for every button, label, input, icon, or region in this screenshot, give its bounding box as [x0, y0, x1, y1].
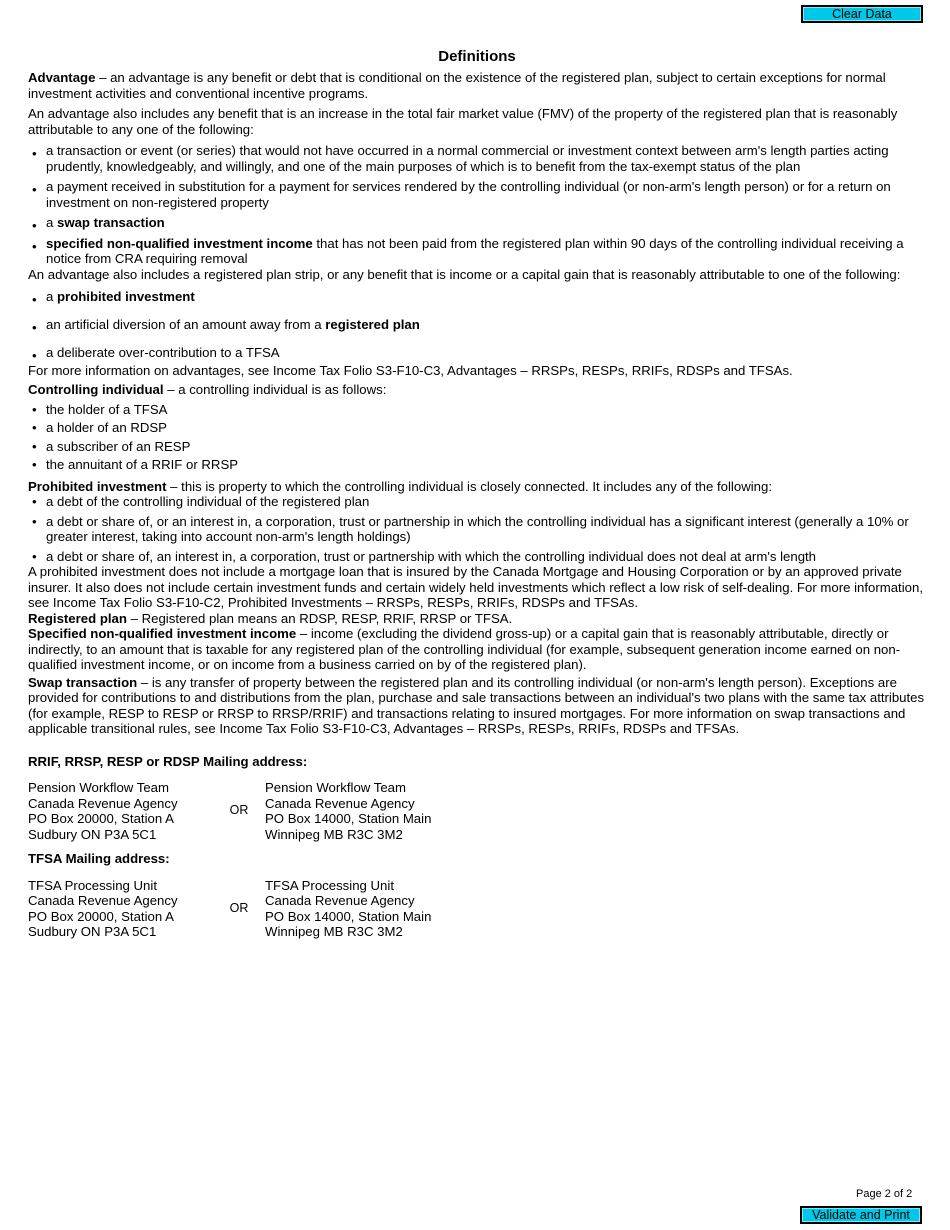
clear-data-button[interactable]: Clear Data	[801, 5, 923, 23]
list-item: • the holder of a TFSA	[28, 402, 926, 418]
advantage-more-info: For more information on advantages, see Income Tax Folio S3-F10-C3, Advantages – RRSPs, RESPs, RRIFs, RDSPs and TFSAs.	[28, 362, 793, 378]
specified-income-definition: Specified non-qualified investment income – income (excluding the dividend gross-up) or a capital gain that is reasonably attributable, directly or indirectly, to an amount that is taxable for any registered plan of the controlling individual (for example, subsequent generation income earned on non-qualified investment income, or on income from a business carried on by of the registered plan).	[28, 626, 901, 672]
list-item: • a swap transaction	[28, 215, 926, 231]
prohibited-list	[28, 494, 926, 564]
list-item: • a payment received in substitution for a payment for services rendered by the controlling individual (or non-arm's length person) or for a return on investment on non-registered property	[28, 179, 926, 210]
rrsp-address-sudbury: Pension Workflow Team Canada Revenue Agency PO Box 20000, Station A Sudbury ON P3A 5C1	[28, 780, 178, 842]
controlling-list	[28, 402, 926, 473]
prohibited-note: A prohibited investment does not include a mortgage loan that is insured by the Canada Mortgage and Housing Corporation or by an approved private insurer. It also does not include certain investment funds and certain widely held investments which reflect a low risk of self-dealing. For more information, see Income Tax Folio S3-F10-C2, Prohibited Investments – RRSPs, RESPs, RRIFs, RDSPs and TFSAs.	[28, 564, 923, 610]
rrsp-mailing-heading: RRIF, RRSP, RESP or RDSP Mailing address:	[28, 753, 308, 769]
advantage-term: Advantage	[28, 70, 96, 85]
advantage-strip-text: An advantage also includes a registered plan strip, or any benefit that is income or a capital gain that is reasonably attributable to one of the following:	[28, 266, 901, 282]
list-item: • a holder of an RDSP	[28, 420, 926, 436]
list-item: • the annuitant of a RRIF or RRSP	[28, 457, 926, 473]
page-title: Definitions	[438, 48, 516, 65]
strip-list	[28, 289, 926, 361]
registered-plan-definition: Registered plan – Registered plan means an RDSP, RESP, RRIF, RRSP or TFSA.	[28, 610, 513, 626]
or-label: OR	[229, 900, 249, 915]
list-item: • specified non-qualified investment income that has not been paid from the registered plan within 90 days of the controlling individual receiving a notice from CRA requiring removal	[28, 236, 926, 267]
tfsa-address-winnipeg: TFSA Processing Unit Canada Revenue Agency PO Box 14000, Station Main Winnipeg MB R3C 3M2	[265, 877, 432, 939]
rrsp-address-winnipeg: Pension Workflow Team Canada Revenue Agency PO Box 14000, Station Main Winnipeg MB R3C 3M2	[265, 780, 432, 842]
list-item: • an artificial diversion of an amount away from a registered plan	[28, 317, 926, 333]
advantage-fmv-text: An advantage also includes any benefit that is an increase in the total fair market value (FMV) of the property of the registered plan that is reasonably attributable to any one of the following:	[28, 106, 898, 137]
list-item: • a debt of the controlling individual of the registered plan	[28, 494, 926, 510]
advantage-list	[28, 143, 926, 267]
tfsa-mailing-heading: TFSA Mailing address:	[28, 851, 170, 866]
prohibited-investment-definition: Prohibited investment – this is property to which the controlling individual is closely connected. It includes any of the following:	[28, 478, 772, 494]
list-item: • a debt or share of, or an interest in, a corporation, trust or partnership in which the controlling individual has a significant interest (generally a 10% or greater interest, taking into account non-arm's length holdings)	[28, 514, 926, 545]
controlling-individual-definition: Controlling individual – a controlling individual is as follows:	[28, 382, 387, 397]
list-item: • a subscriber of an RESP	[28, 439, 926, 455]
or-label: OR	[229, 803, 249, 818]
list-item: • a transaction or event (or series) that would not have occurred in a normal commercial or investment context between arm's length parties acting prudently, knowledgeably, and willingly, and one of the main purposes of which is to benefit from the tax-exempt status of the plan	[28, 143, 926, 174]
swap-transaction-definition: Swap transaction – is any transfer of property between the registered plan and its controlling individual (or non-arm's length person). Exceptions are provided for contributions to and distributions from the plan, purchase and sale transactions between an individual's two plans with the same tax attributes (for example, RESP to RESP or RRSP to RRSP/RRIF) and transactions relating to insured mortgages. For more information on swap transactions and applicable transitional rules, see Income Tax Folio S3-F10-C3, Advantages – RRSPs, RESPs, RRIFs, RDSPs and TFSAs.	[28, 674, 925, 736]
validate-and-print-button[interactable]: Validate and Print	[800, 1206, 922, 1224]
definitions-section	[28, 48, 926, 940]
list-item: • a debt or share of, an interest in, a corporation, trust or partnership with which the controlling individual does not deal at arm's length	[28, 549, 926, 565]
page-number: Page 2 of 2	[856, 1188, 913, 1200]
tfsa-address-sudbury: TFSA Processing Unit Canada Revenue Agency PO Box 20000, Station A Sudbury ON P3A 5C1	[28, 877, 178, 939]
advantage-definition: Advantage – an advantage is any benefit or debt that is conditional on the existence of the registered plan, subject to certain exceptions for normal investment activities and conventional incentive programs.	[28, 70, 886, 101]
list-item: • a prohibited investment	[28, 289, 926, 305]
rrsp-addresses	[28, 780, 926, 842]
list-item: • a deliberate over-contribution to a TFSA	[28, 345, 926, 361]
tfsa-addresses	[28, 878, 926, 940]
